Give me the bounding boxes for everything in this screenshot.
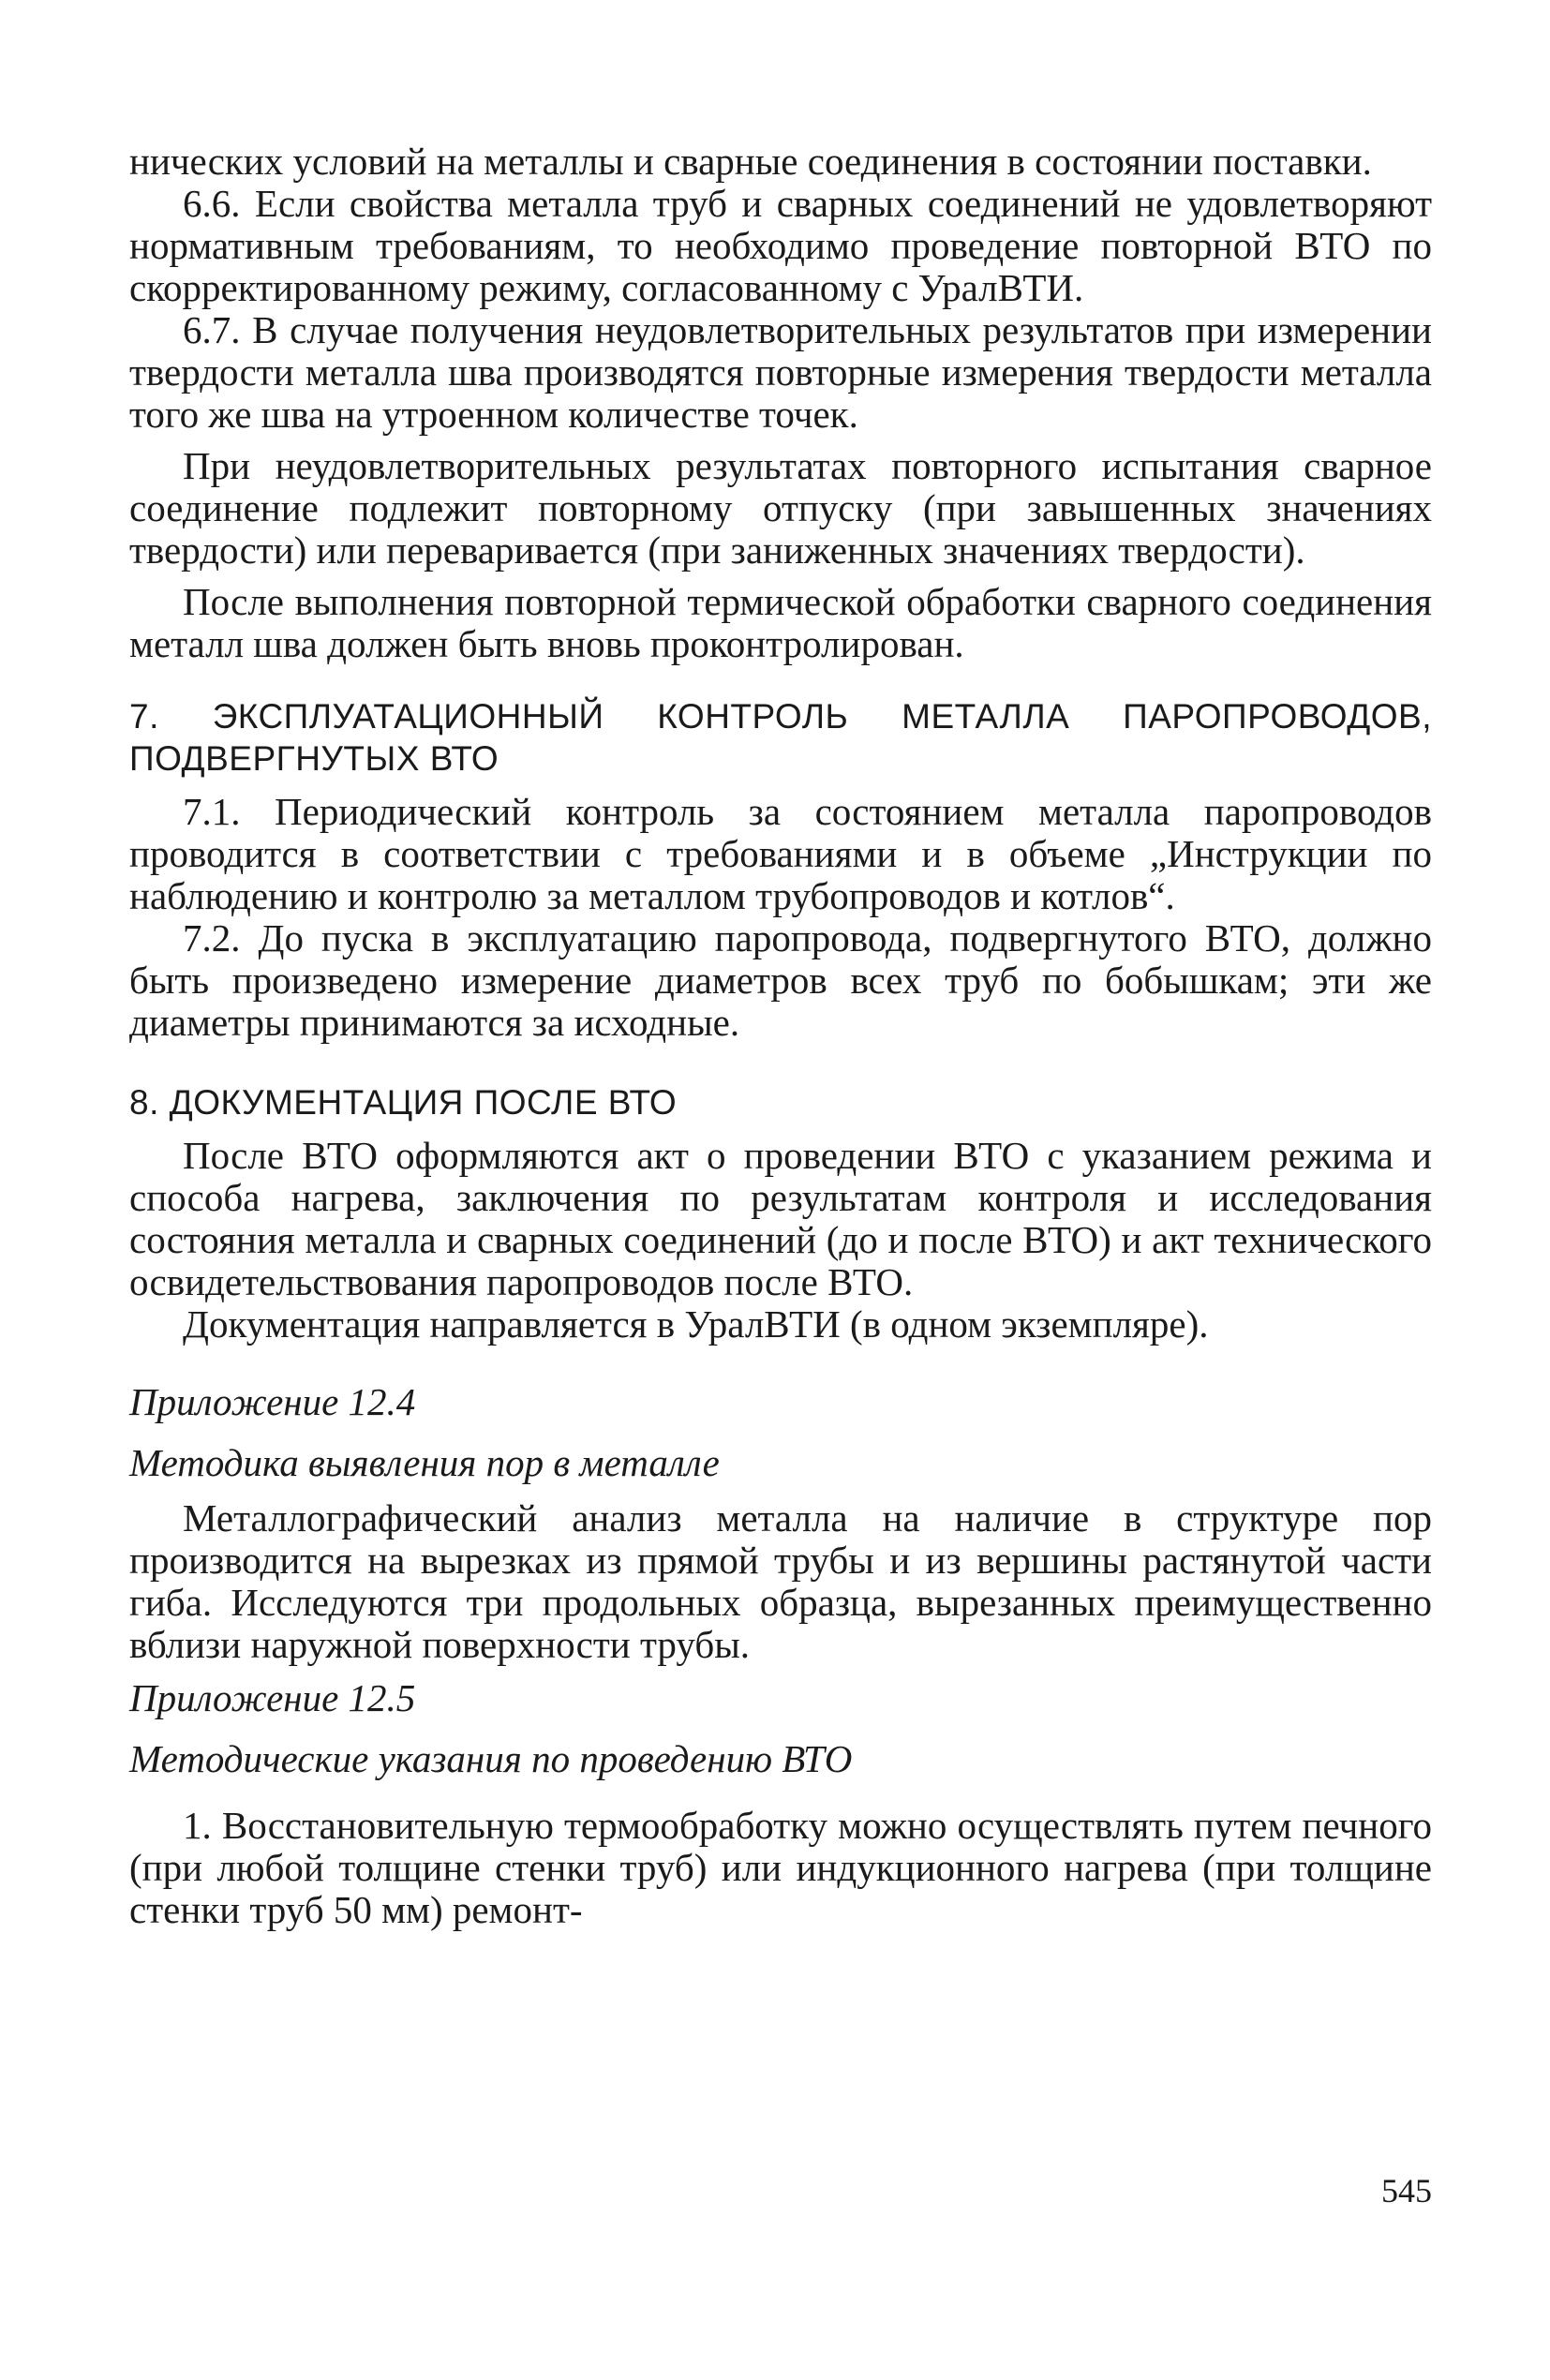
section-heading-8: 8. ДОКУМЕНТАЦИЯ ПОСЛЕ ВТО	[129, 1083, 678, 1122]
page-number: 545	[1381, 2172, 1432, 2209]
paragraph-7-2: 7.2. До пуска в эксплуатацию паропровода, подвергнутого ВТО, должно быть произведено измерение диаметров всех труб по бобышкам; эти же диаметры принимаются за исходные.	[129, 916, 1432, 1044]
paragraph-repeat-test: При неудовлетворительных результатах повторного испытания сварное соединение подлежит повторному отпуску (при завышенных значениях твердости) или переваривается (при заниженных значениях твердости).	[129, 444, 1432, 572]
section-heading-7: 7. ЭКСПЛУАТАЦИОННЫЙ КОНТРОЛЬ МЕТАЛЛА ПАРОПРОВОДОВ, ПОДВЕРГНУТЫХ ВТО	[129, 697, 1432, 778]
paragraph-7-1: 7.1. Периодический контроль за состоянием металла паропроводов проводится в соответствии с требованиями и в объеме „Инструкции по наблюдению и контролю за металлом трубопроводов и котлов“.	[129, 790, 1432, 917]
appendix-12-4-title: Методика выявления пор в металле	[129, 1441, 720, 1484]
paragraph-pores-method: Металлографический анализ металла на наличие в структуре пор производится на вырезках из прямой трубы и из вершины растянутой части гиба. Исследуются три продольных образца, вырезанных преимущественно вблизи наружной поверхности трубы.	[129, 1496, 1432, 1666]
paragraph-6-6: 6.6. Если свойства металла труб и сварных соединений не удовлетворяют нормативным требованиям, то необходимо проведение повторной ВТО по скорректированному режиму, согласованному с УралВТИ.	[129, 182, 1432, 309]
paragraph-documentation-sent: Документация направляется в УралВТИ (в одном экземпляре).	[183, 1302, 1209, 1346]
document-page	[129, 141, 1432, 1931]
paragraph-continuation: нических условий на металлы и сварные соединения в состоянии поставки.	[129, 140, 1372, 183]
appendix-12-5-label: Приложение 12.5	[129, 1676, 416, 1719]
paragraph-documentation: После ВТО оформляются акт о проведении ВТО с указанием режима и способа нагрева, заключения по результатам контроля и исследования состояния металла и сварных соединений (до и после ВТО) и акт технического освидетельствования паропроводов после ВТО.	[129, 1134, 1432, 1303]
paragraph-6-7: 6.7. В случае получения неудовлетворительных результатов при измерении твердости металла шва производятся повторные измерения твердости металла того же шва на утроенном количестве точек.	[129, 308, 1432, 436]
paragraph-restoration-1: 1. Восстановительную термообработку можно осуществлять путем печного (при любой толщине стенки труб) или индукционного нагрева (при толщине стенки труб 50 мм) ремонт-	[129, 1804, 1432, 1931]
appendix-12-4-label: Приложение 12.4	[129, 1380, 416, 1423]
paragraph-after-treatment: После выполнения повторной термической обработки сварного соединения металл шва должен быть вновь проконтролирован.	[129, 580, 1432, 665]
appendix-12-5-title: Методические указания по проведению ВТО	[129, 1737, 853, 1780]
